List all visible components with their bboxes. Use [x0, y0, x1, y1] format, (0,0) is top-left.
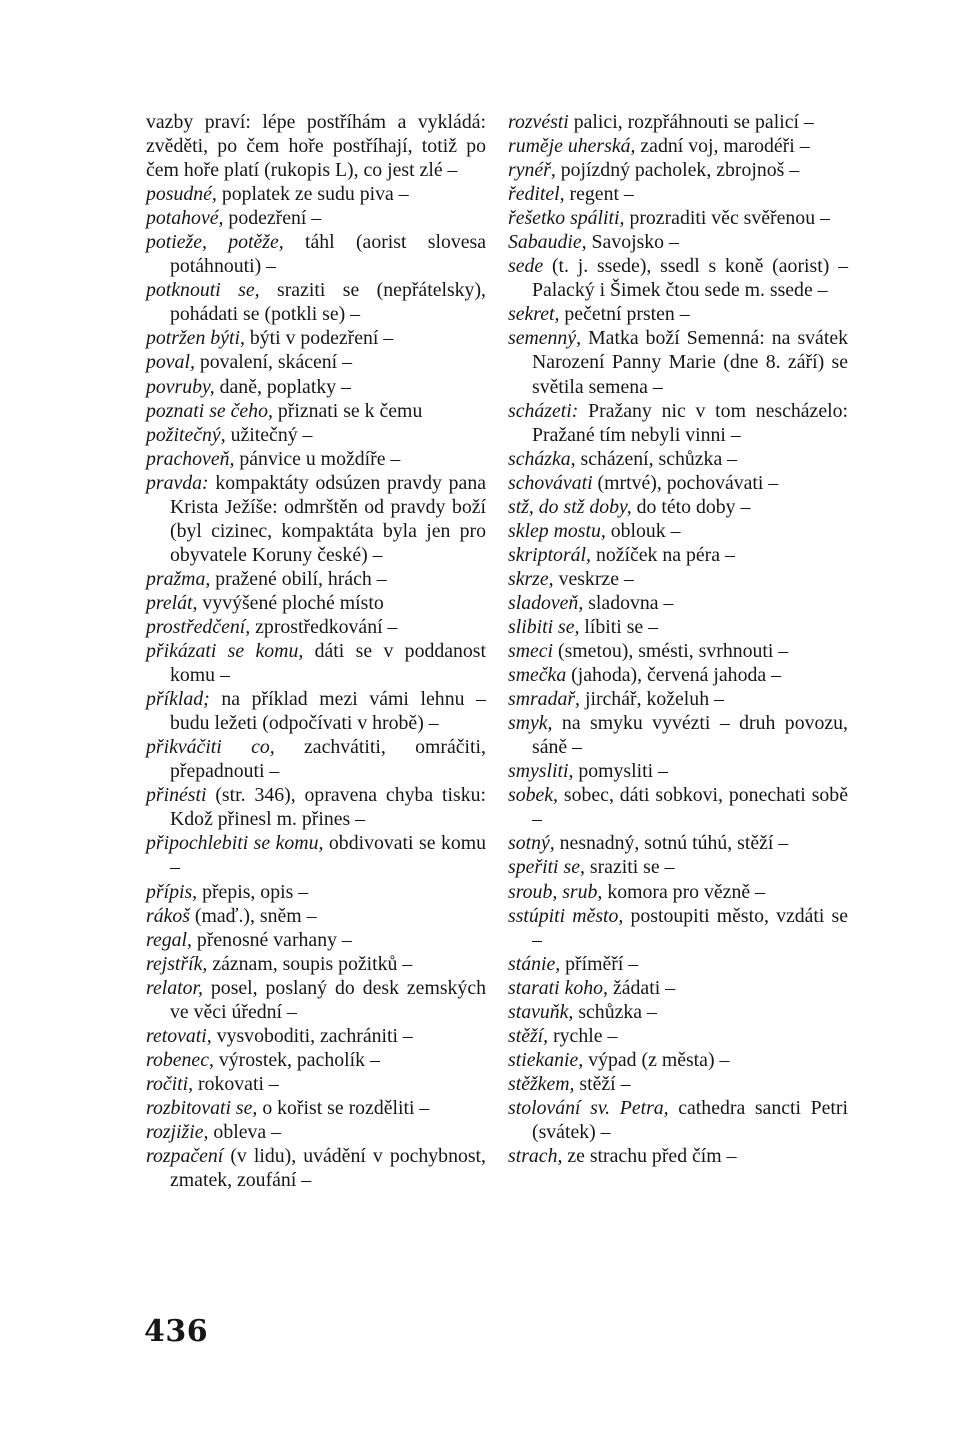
- entry-definition: pomysliti –: [578, 760, 668, 783]
- entry-headword: poval,: [146, 351, 195, 374]
- entry-definition: pánvice u moždíře –: [239, 447, 401, 470]
- entry-definition: žádati –: [612, 976, 676, 999]
- entry-headword: prachoveň,: [146, 447, 235, 470]
- entry-definition: Pražany nic v tom nescházelo: Pražané tím nebyli vinni –: [532, 399, 848, 446]
- entry-definition: býti v podezření –: [249, 327, 394, 350]
- entry-headword: potržen býti,: [146, 327, 245, 350]
- entry-definition: daně, poplatky –: [219, 375, 351, 398]
- glossary-entry: [146, 1120, 486, 1144]
- entry-definition: táhl (aorist slovesa potáhnouti) –: [170, 231, 486, 278]
- entry-headword: starati koho,: [508, 976, 609, 999]
- glossary-entry: [146, 952, 486, 976]
- entry-headword: rozbitovati se,: [146, 1096, 258, 1119]
- entry-headword: pravda:: [146, 471, 209, 494]
- glossary-entry: [508, 904, 848, 952]
- entry-headword: rozpačení: [146, 1145, 224, 1168]
- entry-definition: sraziti se –: [589, 856, 675, 879]
- entry-definition: pojízdný pacholek, zbrojnoš –: [560, 159, 800, 182]
- glossary-entry: [146, 639, 486, 687]
- entry-headword: sede: [508, 255, 544, 278]
- glossary-entry: [508, 687, 848, 711]
- entry-headword: příklad;: [146, 688, 210, 711]
- glossary-entry: [508, 206, 848, 230]
- entry-headword: potknouti se,: [146, 279, 260, 302]
- glossary-entry: [146, 447, 486, 471]
- glossary-entry: [508, 711, 848, 759]
- entry-definition: rychle –: [553, 1024, 618, 1047]
- entry-definition: výrostek, pacholík –: [218, 1048, 380, 1071]
- entry-headword: stánie,: [508, 952, 561, 975]
- entry-headword: schovávati: [508, 471, 593, 494]
- glossary-entry: [508, 591, 848, 615]
- entry-headword: přikázati se komu,: [146, 640, 304, 663]
- glossary-entry: [508, 543, 848, 567]
- page-number: 436: [144, 1314, 209, 1349]
- entry-definition: jirchář, koželuh –: [584, 688, 724, 711]
- entry-definition: rokovati –: [198, 1072, 279, 1095]
- entry-headword: relator,: [146, 976, 203, 999]
- entry-definition: užitečný –: [230, 423, 313, 446]
- glossary-entry: [146, 206, 486, 230]
- entry-headword: sobek,: [508, 784, 558, 807]
- glossary-entry: [508, 519, 848, 543]
- entry-headword: regal,: [146, 928, 192, 951]
- entry-definition: Matka boží Semenná: na svátek Narození Panny Marie (dne 8. září) se světila semena –: [532, 327, 848, 398]
- glossary-entry: [146, 567, 486, 591]
- entry-definition: oblouk –: [610, 519, 681, 542]
- glossary-entry: [146, 687, 486, 735]
- entry-definition: (jahoda), červená jahoda –: [571, 664, 781, 687]
- entry-headword: stolování sv. Petra,: [508, 1096, 669, 1119]
- entry-headword: připochlebiti se komu,: [146, 832, 324, 855]
- entry-definition: sobec, dáti sobkovi, ponechati sobě –: [532, 784, 848, 831]
- entry-definition: nesnadný, sotnú túhú, stěží –: [559, 832, 789, 855]
- entry-definition: sraziti se (nepřátelsky), pohádati se (potkli se) –: [170, 279, 486, 326]
- entry-definition: cathedra sancti Petri (svátek) –: [532, 1096, 848, 1143]
- glossary-entry: [508, 302, 848, 326]
- entry-headword: ředitel,: [508, 183, 565, 206]
- entry-headword: strach,: [508, 1145, 563, 1168]
- entry-headword: smyk,: [508, 712, 553, 735]
- entry-headword: skriptorál,: [508, 543, 591, 566]
- glossary-entry: [508, 1000, 848, 1024]
- entry-definition: (smetou), smésti, svrhnouti –: [558, 640, 789, 663]
- entry-definition: záznam, soupis požitků –: [212, 952, 413, 975]
- entry-headword: požitečný,: [146, 423, 226, 446]
- glossary-entry: [508, 880, 848, 904]
- entry-definition: (t. j. ssede), ssedl s koně (aorist) – Palacký i Šimek čtou sede m. ssede –: [532, 255, 848, 302]
- entry-definition: líbiti se –: [584, 615, 659, 638]
- entry-definition: vysvoboditi, zachrániti –: [216, 1024, 413, 1047]
- entry-definition: zadní voj, marodéři –: [640, 135, 810, 158]
- entry-definition: příměří –: [565, 952, 639, 975]
- glossary-entry: [508, 615, 848, 639]
- entry-headword: sstúpiti město,: [508, 904, 624, 927]
- glossary-entry: [146, 471, 486, 567]
- glossary-entry: [146, 399, 486, 423]
- entry-headword: poznati se čeho,: [146, 399, 273, 422]
- entry-headword: smeci: [508, 640, 554, 663]
- entry-headword: speřiti se,: [508, 856, 585, 879]
- entry-headword: rynéř,: [508, 159, 556, 182]
- glossary-entry: [146, 1096, 486, 1120]
- glossary-entry: [508, 855, 848, 879]
- entry-definition: do této doby –: [636, 495, 751, 518]
- entry-definition: výpad (z města) –: [588, 1048, 730, 1071]
- entry-headword: posudné,: [146, 183, 217, 206]
- glossary-entry: [146, 182, 486, 206]
- glossary-entry: [508, 1072, 848, 1096]
- glossary-entry: [508, 158, 848, 182]
- glossary-entry: [508, 639, 848, 663]
- glossary-entry: [146, 326, 486, 350]
- entry-headword: scházka,: [508, 447, 576, 470]
- entry-definition: zachvátiti, omráčiti, přepadnouti –: [170, 736, 486, 783]
- glossary-entry: [146, 350, 486, 374]
- entry-headword: přinésti: [146, 784, 207, 807]
- glossary-entry: [146, 375, 486, 399]
- entry-definition: na příklad mezi vámi lehnu – budu ležeti (odpočívati v hrobě) –: [170, 688, 486, 735]
- glossary-entry: [508, 230, 848, 254]
- entry-headword: smradař,: [508, 688, 580, 711]
- entry-definition: (mrtvé), pochovávati –: [597, 471, 779, 494]
- entry-definition: (maď.), sněm –: [194, 904, 317, 927]
- glossary-entry: [508, 182, 848, 206]
- entry-definition: palici, rozpřáhnouti se palicí –: [573, 111, 814, 133]
- entry-definition: schůzka –: [578, 1000, 657, 1023]
- entry-definition: povalení, skácení –: [199, 351, 353, 374]
- glossary-entry: [508, 567, 848, 591]
- glossary-entry: [146, 110, 486, 182]
- glossary-entry: [508, 952, 848, 976]
- entry-headword: pražma,: [146, 567, 211, 590]
- glossary-entry: [146, 230, 486, 278]
- entry-definition: (v lidu), uvádění v pochybnost, zmatek, zoufání –: [170, 1145, 486, 1192]
- glossary-entry: [146, 615, 486, 639]
- entry-headword: rozvésti: [508, 111, 569, 133]
- entry-definition: ze strachu před čím –: [567, 1145, 737, 1168]
- entry-headword: slibiti se,: [508, 615, 580, 638]
- entry-definition: veskrze –: [558, 567, 634, 590]
- entry-headword: ruměje uherská,: [508, 135, 636, 158]
- entry-definition: scházení, schůzka –: [580, 447, 738, 470]
- entry-definition: pražené obilí, hrách –: [215, 567, 387, 590]
- entry-headword: stěžkem,: [508, 1072, 575, 1095]
- entry-headword: scházeti:: [508, 399, 579, 422]
- glossary-entry: [146, 904, 486, 928]
- glossary-entry: [146, 591, 486, 615]
- glossary-entry: [146, 831, 486, 879]
- entry-definition: podezření –: [228, 207, 322, 230]
- entry-headword: smysliti,: [508, 760, 574, 783]
- entry-headword: sekret,: [508, 303, 560, 326]
- glossary-entry: [508, 1048, 848, 1072]
- glossary-entry: [146, 1144, 486, 1192]
- entry-definition: přiznati se k čemu: [277, 399, 423, 422]
- entry-headword: přikváčiti co,: [146, 736, 275, 759]
- glossary-entry: [508, 134, 848, 158]
- glossary-entry: [146, 880, 486, 904]
- entry-definition: (str. 346), opravena chyba tisku: Kdož přinesl m. přines –: [170, 784, 486, 831]
- entry-headword: rozjižie,: [146, 1120, 209, 1143]
- glossary-entry: [508, 495, 848, 519]
- entry-definition: přenosné varhany –: [196, 928, 352, 951]
- entry-headword: prelát,: [146, 591, 198, 614]
- entry-headword: semenný,: [508, 327, 582, 350]
- glossary-entry: [146, 783, 486, 831]
- entry-definition: dáti se v poddanost komu –: [170, 640, 487, 687]
- entry-headword: sklep mostu,: [508, 519, 606, 542]
- entry-headword: stiekanie,: [508, 1048, 584, 1071]
- entry-headword: sotný,: [508, 832, 555, 855]
- entry-definition: sladovna –: [588, 591, 674, 614]
- entry-definition: nožíček na péra –: [595, 543, 735, 566]
- entry-definition: postoupiti město, vzdáti se –: [532, 904, 848, 951]
- glossary-entry: [146, 976, 486, 1024]
- entry-definition: obdivovati se komu –: [170, 832, 487, 879]
- glossary-entry: [508, 1024, 848, 1048]
- entry-definition: vyvýšené ploché místo: [202, 591, 384, 614]
- entry-headword: sroub, srub,: [508, 880, 603, 903]
- glossary-entry: [508, 110, 848, 134]
- glossary-entry: [508, 1144, 848, 1168]
- entry-headword: přípis,: [146, 880, 198, 903]
- glossary-entry: [508, 663, 848, 687]
- entry-definition: prozraditi věc svěřenou –: [629, 207, 830, 230]
- glossary-entry: [508, 783, 848, 831]
- glossary-entry: [508, 399, 848, 447]
- entry-definition: poplatek ze sudu piva –: [221, 183, 409, 206]
- glossary-entry: [146, 278, 486, 326]
- entry-headword: smečka: [508, 664, 567, 687]
- entry-headword: skrze,: [508, 567, 554, 590]
- entry-headword: potahové,: [146, 207, 224, 230]
- glossary-entry: [146, 1024, 486, 1048]
- entry-headword: potieže, potěže,: [146, 231, 284, 254]
- glossary-entry: [508, 254, 848, 302]
- glossary-entry: [508, 447, 848, 471]
- entry-definition: stěží –: [579, 1072, 631, 1095]
- entry-headword: ročiti,: [146, 1072, 194, 1095]
- entry-headword: prostředčení,: [146, 615, 251, 638]
- entry-definition: posel, poslaný do desk zemských ve věci úřední –: [170, 976, 486, 1023]
- entry-definition: na smyku vyvézti – druh povozu, sáně –: [532, 712, 848, 759]
- glossary-column-right: [508, 110, 848, 1168]
- glossary-entry: [146, 423, 486, 447]
- entry-definition: vazby praví: lépe postříhám a vykládá: zvěděti, po čem hoře postříhají, totiž po čem hoře platí (rukopis L), co jest zlé –: [146, 111, 486, 182]
- entry-headword: stavuňk,: [508, 1000, 574, 1023]
- glossary-entry: [146, 1048, 486, 1072]
- entry-headword: stěží,: [508, 1024, 549, 1047]
- glossary-entry: [508, 759, 848, 783]
- entry-definition: přepis, opis –: [202, 880, 309, 903]
- glossary-entry: [146, 1072, 486, 1096]
- entry-headword: rejstřík,: [146, 952, 208, 975]
- glossary-entry: [508, 471, 848, 495]
- entry-headword: retovati,: [146, 1024, 212, 1047]
- entry-headword: rákoš: [146, 904, 190, 927]
- entry-headword: povruby,: [146, 375, 215, 398]
- entry-headword: stž, do stž doby,: [508, 495, 632, 518]
- entry-headword: robenec,: [146, 1048, 214, 1071]
- entry-definition: kompaktáty odsúzen pravdy pana Krista Ježíše: odmrštěn od pravdy boží (byl cizinec, kompaktáta byla jen pro obyvatele Koruny české) –: [170, 471, 486, 566]
- entry-definition: o kořist se rozděliti –: [262, 1096, 430, 1119]
- entry-headword: řešetko spáliti,: [508, 207, 625, 230]
- entry-definition: zprostředkování –: [255, 615, 398, 638]
- glossary-entry: [508, 831, 848, 855]
- entry-headword: Sabaudie,: [508, 231, 587, 254]
- glossary-entry: [508, 1096, 848, 1144]
- glossary-column-left: [146, 110, 486, 1192]
- entry-headword: sladoveň,: [508, 591, 584, 614]
- entry-definition: komora pro vězně –: [607, 880, 765, 903]
- glossary-entry: [508, 326, 848, 398]
- entry-definition: obleva –: [213, 1120, 281, 1143]
- glossary-entry: [146, 928, 486, 952]
- entry-definition: regent –: [569, 183, 634, 206]
- glossary-entry: [508, 976, 848, 1000]
- glossary-entry: [146, 735, 486, 783]
- entry-definition: pečetní prsten –: [564, 303, 690, 326]
- entry-definition: Savojsko –: [591, 231, 679, 254]
